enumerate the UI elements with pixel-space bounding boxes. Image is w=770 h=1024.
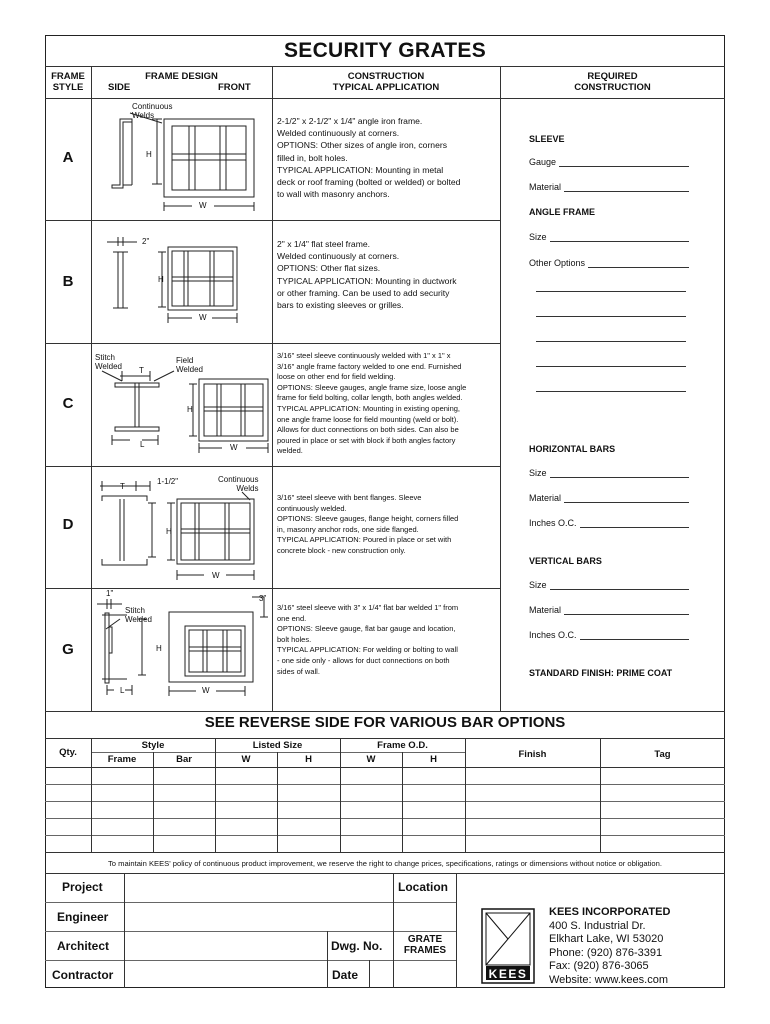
field-label: Size: [529, 468, 547, 478]
info-col-line: [369, 960, 370, 988]
description-line: OPTIONS: Other sizes of angle iron, corners: [277, 140, 448, 151]
engineer-field[interactable]: [126, 904, 454, 930]
th-listed-h: H: [305, 754, 312, 765]
description-line: frame for field bolting, collar length, both angles welded.: [277, 393, 463, 403]
angle-size-field[interactable]: [529, 232, 689, 242]
th-bar: Bar: [176, 754, 192, 765]
drawing-text: Stitch: [95, 353, 116, 362]
drawing-g: [97, 597, 268, 696]
th-frame: Frame: [107, 754, 137, 765]
table-row-line: [45, 835, 725, 836]
description-line: deck or roof framing (bolted or welded) or bolted: [277, 177, 461, 188]
description-line: TYPICAL APPLICATION: Mounting in ductwork: [277, 275, 457, 286]
dwg-value-line: GRATE: [407, 934, 443, 945]
th-frame-od: Frame O.D.: [377, 740, 428, 751]
description-line: concrete block - new construction only.: [277, 545, 406, 555]
table-col-line: [153, 752, 154, 852]
field-line: [588, 259, 689, 268]
description-line: bolt holes.: [277, 634, 312, 644]
drawing-text: Field: [176, 356, 194, 365]
drawing-text: Welded: [176, 365, 203, 374]
info-top-line: [45, 873, 725, 874]
label-w-c: W: [230, 443, 238, 452]
description-line: TYPICAL APPLICATION: Mounting in metal: [277, 164, 444, 175]
company-website[interactable]: Website: www.kees.com: [549, 973, 669, 986]
company-name: KEES INCORPORATED: [549, 906, 671, 918]
header-text: TYPICAL APPLICATION: [332, 82, 440, 93]
label-continuous-welds-d: [218, 475, 258, 493]
section-divider: [45, 711, 725, 712]
table-subheader-line: [91, 752, 465, 753]
project-label: Project: [62, 880, 103, 894]
field-label: Material: [529, 493, 562, 503]
table-header-bottom: [45, 767, 725, 768]
description-line: OPTIONS: Sleeve gauges, flange height, corners filled: [277, 514, 459, 524]
header-text: STYLE: [52, 82, 84, 93]
engineer-label: Engineer: [57, 910, 109, 924]
sleeve-gauge-field[interactable]: [529, 157, 689, 167]
description-line: 2" x 1/4" flat steel frame.: [277, 239, 371, 249]
style-letter-c: C: [62, 395, 74, 412]
description-line: one end.: [277, 613, 307, 623]
label-h-d: H: [166, 527, 172, 536]
description-line: continuously welded.: [277, 503, 347, 513]
label-h-g: H: [156, 644, 162, 653]
field-line: [564, 606, 689, 615]
drawing-text: Welded: [125, 615, 152, 624]
header-text: FRAME: [51, 71, 85, 82]
field-line: [559, 158, 689, 167]
vbar-inches-field[interactable]: [529, 630, 689, 640]
field-label: Size: [529, 232, 547, 242]
blank-line-2[interactable]: [536, 316, 686, 317]
label-w-a: W: [199, 201, 207, 210]
required-header: [500, 71, 725, 93]
label-w-g: W: [202, 686, 210, 695]
page-title: SECURITY GRATES: [283, 39, 487, 62]
contractor-label: Contractor: [52, 968, 114, 982]
label-continuous-welds: [132, 102, 172, 120]
table-col-line: [402, 752, 403, 852]
info-col-line: [456, 873, 457, 988]
description-d: [277, 493, 499, 557]
other-options-field[interactable]: [529, 258, 689, 268]
construction-col-divider: [500, 66, 501, 711]
field-label: Gauge: [529, 157, 557, 167]
drawing-b: [107, 237, 237, 323]
description-b: [277, 238, 499, 311]
style-letter-a: A: [62, 149, 74, 166]
description-line: 3/16" steel sleeve with 3" x 1/4" flat bar welded 1" from: [277, 603, 459, 612]
logo-text: KEES: [488, 967, 528, 981]
front-header: FRONT: [218, 82, 251, 93]
description-line: OPTIONS: Sleeve gauge, flat bar gauge and location,: [277, 624, 456, 634]
description-line: welded.: [277, 446, 303, 456]
hbar-inches-field[interactable]: [529, 518, 689, 528]
description-line: 2-1/2" x 2-1/2" x 1/4" angle iron frame.: [277, 116, 423, 126]
company-phone: Phone: (920) 876-3391: [549, 946, 663, 959]
label-w-d: W: [212, 571, 220, 580]
label-field-welded-c: [176, 356, 203, 374]
label-3in-g: 3": [259, 594, 267, 603]
label-h-a: H: [146, 150, 152, 159]
description-line: Welded continuously at corners.: [277, 128, 400, 139]
field-line: [564, 183, 689, 192]
architect-label: Architect: [57, 939, 110, 953]
grate-frames-value: [396, 934, 454, 956]
table-row-line: [45, 818, 725, 819]
field-label: Inches O.C.: [529, 630, 577, 640]
field-label: Material: [529, 605, 562, 615]
field-label: Material: [529, 182, 562, 192]
description-line: Welded continuously at corners.: [277, 251, 400, 262]
dwg-no-label: Dwg. No.: [331, 939, 383, 953]
frame-drawings: [92, 99, 272, 711]
vbar-size-field[interactable]: [529, 580, 689, 590]
description-line: TYPICAL APPLICATION: For welding or bolting to wall: [277, 645, 458, 655]
blank-line-5[interactable]: [536, 391, 686, 392]
horizontal-bars-heading: HORIZONTAL BARS: [529, 444, 616, 454]
description-line: Allows for duct connections on both sides. Can also be: [277, 425, 459, 435]
blank-line-1[interactable]: [536, 291, 686, 292]
description-a: [277, 115, 499, 200]
header-text: CONSTRUCTION: [574, 82, 651, 93]
info-row-line: [45, 931, 456, 932]
label-l-g: L: [120, 686, 125, 695]
description-g: [277, 603, 499, 677]
description-line: OPTIONS: Sleeve gauges, angle frame size, loose angle: [277, 382, 467, 392]
description-line: bars to existing sleeves or grilles.: [277, 300, 404, 311]
standard-finish: STANDARD FINISH: PRIME COAT: [529, 668, 673, 678]
description-line: 3/16" steel sleeve continuously welded with 1" x 1" x: [277, 351, 451, 360]
company-fax: Fax: (920) 876-3065: [549, 960, 649, 972]
description-line: TYPICAL APPLICATION: Poured in place or set with: [277, 535, 452, 545]
header-text: REQUIRED: [587, 71, 638, 82]
description-line: loose on other end for field welding.: [277, 372, 396, 382]
info-col-line: [327, 931, 328, 988]
field-label: Other Options: [529, 258, 586, 268]
table-row-line: [45, 801, 725, 802]
drawing-c: [102, 371, 268, 453]
th-qty: Qty.: [59, 747, 77, 758]
label-h-c: H: [187, 405, 193, 414]
drawing-text: Welded: [95, 362, 122, 371]
description-c: [277, 351, 499, 457]
policy-footnote: To maintain KEES' policy of continuous product improvement, we reserve the right to change prices, specifications, ratings or dimensions without notice or obligation.: [108, 859, 662, 868]
field-line: [564, 494, 689, 503]
description-line: to wall with masonry anchors.: [277, 189, 390, 200]
description-line: sides of wall.: [277, 666, 320, 676]
description-line: filled in, bolt holes.: [277, 152, 348, 163]
table-row-line: [45, 784, 725, 785]
description-line: in, masonry anchor rods, one side flanged.: [277, 524, 419, 534]
drawing-text: Stitch: [125, 606, 146, 615]
description-line: one angle frame loose for field mounting (weld or bolt).: [277, 414, 459, 424]
table-top-line: [45, 738, 725, 739]
field-line: [580, 631, 689, 640]
description-line: poured in place or set with block if both angles factory: [277, 435, 456, 445]
header-text: CONSTRUCTION: [347, 71, 425, 82]
architect-field[interactable]: [126, 933, 325, 959]
style-letter-b: B: [62, 273, 74, 290]
vertical-bars-heading: VERTICAL BARS: [529, 556, 602, 566]
design-col-divider: [272, 66, 273, 711]
th-listed-size: Listed Size: [252, 740, 303, 751]
company-address: 400 S. Industrial Dr.: [549, 919, 646, 932]
company-city: Elkhart Lake, WI 53020: [549, 933, 664, 945]
company-info: [549, 906, 670, 987]
field-line: [550, 233, 689, 242]
bar-options-banner: SEE REVERSE SIDE FOR VARIOUS BAR OPTIONS: [204, 714, 566, 731]
label-stitch-welded-g: [125, 606, 152, 624]
drawing-a: [112, 113, 254, 211]
description-line: TYPICAL APPLICATION: Mounting in existing opening,: [277, 403, 461, 413]
date-field[interactable]: [371, 962, 454, 987]
label-w-b: W: [199, 313, 207, 322]
drawing-text: Welds: [132, 111, 155, 120]
description-line: OPTIONS: Other flat sizes.: [277, 263, 381, 274]
label-1in-g: 1": [106, 589, 114, 598]
kees-logo: [481, 908, 535, 984]
dwg-value-line: FRAMES: [403, 945, 447, 956]
side-header: SIDE: [108, 82, 131, 93]
description-line: - one side only - allows for duct connections on both: [277, 655, 450, 665]
th-od-w: W: [366, 754, 376, 765]
location-label: Location: [398, 880, 448, 894]
drawing-d: [100, 481, 254, 580]
field-line: [550, 581, 689, 590]
style-letter-d: D: [62, 516, 74, 533]
th-finish: Finish: [518, 749, 547, 760]
th-listed-w: W: [241, 754, 251, 765]
table-bottom-line: [45, 852, 725, 853]
label-h-b: H: [158, 275, 164, 284]
description-line: 3/16" steel sleeve with bent flanges. Sleeve: [277, 493, 422, 502]
frame-style-header: [45, 71, 91, 93]
sleeve-material-field[interactable]: [529, 182, 689, 192]
drawing-text: Continuous: [218, 475, 259, 484]
label-t-d: T: [120, 482, 125, 491]
hbar-material-field[interactable]: [529, 493, 689, 503]
field-line: [550, 469, 689, 478]
project-field[interactable]: [126, 875, 391, 901]
drawing-text: Continuous: [132, 102, 173, 111]
contractor-field[interactable]: [126, 962, 325, 987]
title-divider: [45, 66, 725, 67]
label-112-d: 1-1/2": [157, 477, 179, 486]
blank-line-3[interactable]: [536, 341, 686, 342]
label-2in-b: 2": [142, 237, 150, 246]
label-stitch-welded-c: [95, 353, 122, 371]
table-col-line: [277, 752, 278, 852]
info-row-line: [45, 960, 456, 961]
construction-header: [272, 71, 500, 93]
label-t-c: T: [139, 366, 144, 375]
field-line: [580, 519, 689, 528]
sleeve-heading: SLEEVE: [529, 134, 565, 144]
vbar-material-field[interactable]: [529, 605, 689, 615]
hbar-size-field[interactable]: [529, 468, 689, 478]
blank-line-4[interactable]: [536, 366, 686, 367]
label-l-c: L: [140, 440, 145, 449]
angle-frame-heading: ANGLE FRAME: [529, 207, 595, 217]
date-label: Date: [332, 968, 359, 982]
field-label: Size: [529, 580, 547, 590]
description-line: 3/16" angle frame factory welded to one end. Furnished: [277, 361, 462, 371]
info-col-line: [124, 873, 125, 988]
th-tag: Tag: [654, 749, 671, 760]
description-line: or other framing. Can be used to add security: [277, 287, 450, 298]
th-od-h: H: [430, 754, 437, 765]
field-label: Inches O.C.: [529, 518, 577, 528]
info-row-line: [45, 902, 456, 903]
style-letter-g: G: [62, 641, 74, 658]
drawing-text: Welds: [236, 484, 259, 493]
th-style: Style: [141, 740, 165, 751]
frame-design-header: FRAME DESIGN: [145, 71, 218, 82]
